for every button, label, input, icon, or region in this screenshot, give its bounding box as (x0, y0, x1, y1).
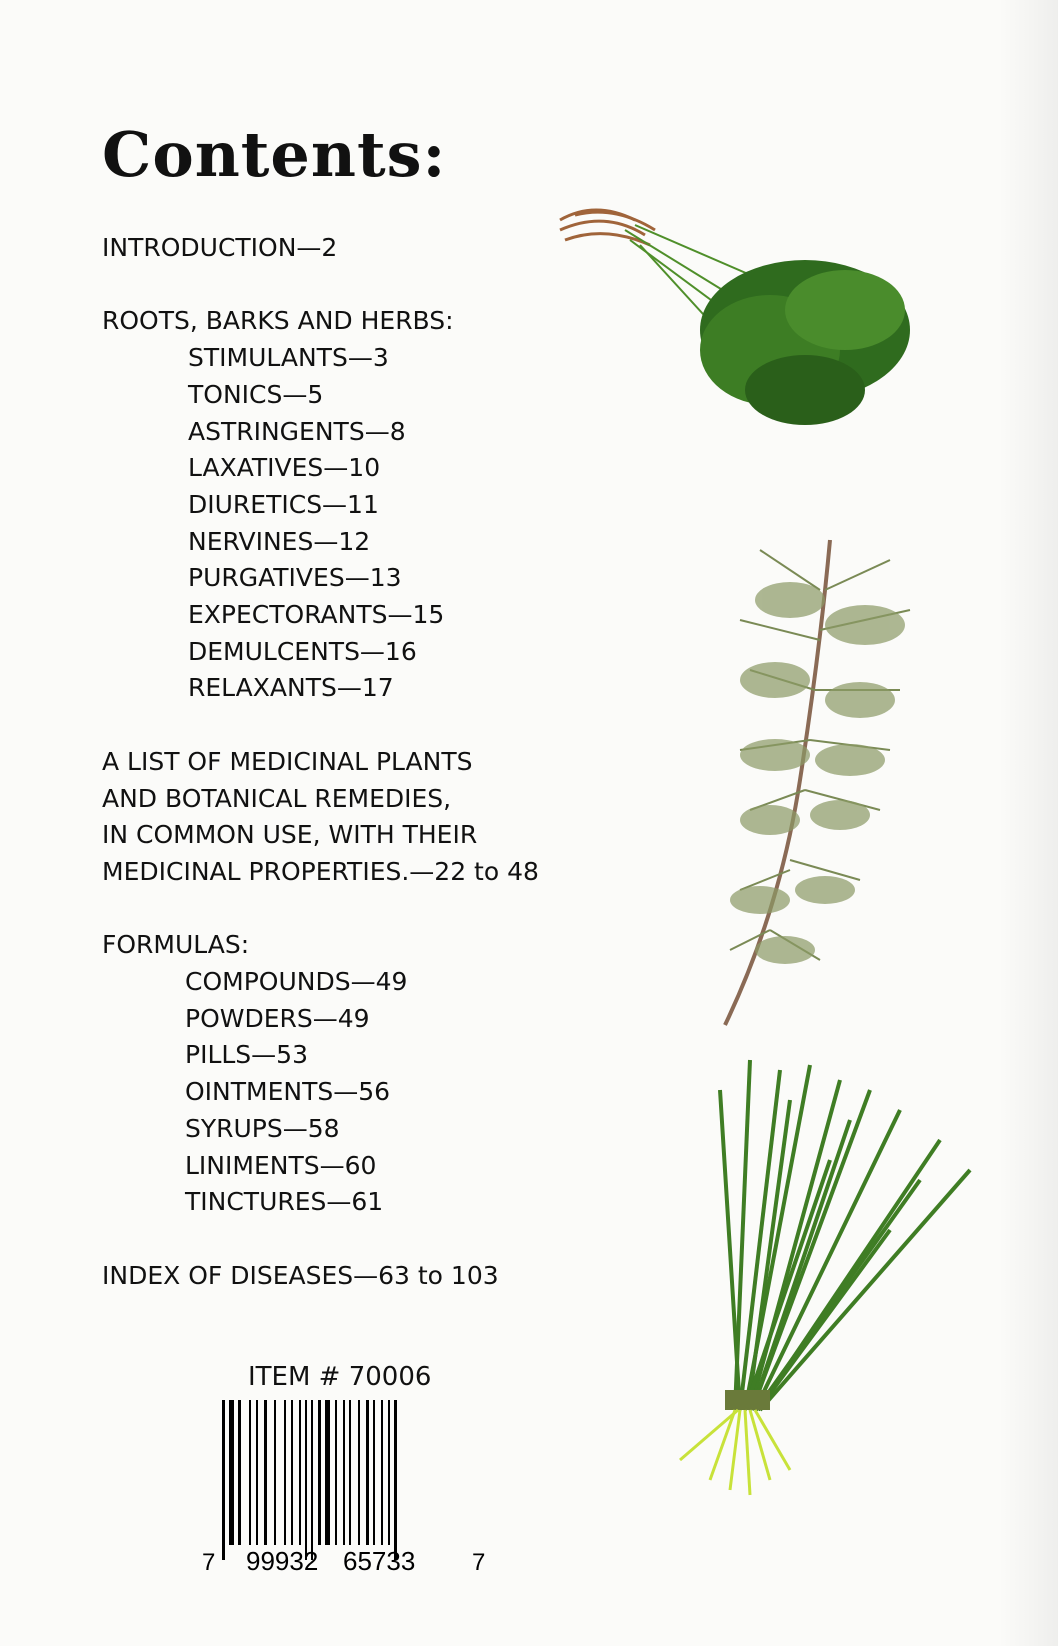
toc-item: LAXATIVES—10 (188, 453, 381, 483)
barcode-bar (284, 1400, 286, 1545)
barcode-bar (318, 1400, 321, 1545)
toc-item: LINIMENTS—60 (185, 1150, 377, 1180)
barcode-bar (311, 1400, 313, 1560)
barcode-bar (264, 1400, 267, 1545)
toc-roots-heading: ROOTS, BARKS AND HERBS: (102, 306, 454, 336)
barcode-bar (238, 1400, 241, 1545)
toc-index: INDEX OF DISEASES—63 to 103 (102, 1260, 499, 1290)
toc-item: STIMULANTS—3 (188, 343, 389, 373)
toc-introduction: INTRODUCTION—2 (102, 233, 338, 262)
toc-item: OINTMENTS—56 (185, 1077, 391, 1107)
page-shadow (998, 0, 1058, 1646)
toc-item: RELAXANTS—17 (188, 673, 394, 703)
toc-item: DIURETICS—11 (188, 489, 379, 519)
toc-item: POWDERS—49 (185, 1003, 370, 1033)
barcode-bar (388, 1400, 390, 1545)
toc-item: TINCTURES—61 (185, 1187, 384, 1217)
barcode-bar (335, 1400, 337, 1545)
chives-bundle-image (640, 1050, 1000, 1510)
toc-item: COMPOUNDS—49 (185, 967, 408, 997)
barcode-group-2: 65733 (343, 1546, 416, 1575)
toc-item: EXPECTORANTS—15 (188, 600, 445, 630)
barcode-group-1: 99932 (246, 1546, 319, 1575)
toc-item: NERVINES—12 (188, 526, 371, 556)
barcode-bar (373, 1400, 375, 1545)
barcode-bar (381, 1400, 383, 1545)
barcode-bar (229, 1400, 234, 1545)
barcode-bar (299, 1400, 301, 1545)
barcode-bar (305, 1400, 307, 1560)
barcode-bar (394, 1400, 397, 1560)
toc-item: PILLS—53 (185, 1040, 308, 1070)
toc-list-line: AND BOTANICAL REMEDIES, (102, 783, 452, 813)
barcode-bar (222, 1400, 225, 1560)
barcode-digit-right: 7 (472, 1549, 486, 1575)
barcode-bar (274, 1400, 276, 1545)
toc-item: PURGATIVES—13 (188, 563, 402, 593)
barcode-bar (256, 1400, 258, 1545)
barcode-bar (343, 1400, 345, 1545)
barcode-bars (222, 1400, 397, 1560)
herb-with-roots-image (555, 200, 955, 470)
toc-item: DEMULCENTS—16 (188, 636, 417, 666)
toc-item: TONICS—5 (188, 379, 324, 409)
barcode-bar (249, 1400, 251, 1545)
toc-list-line: MEDICINAL PROPERTIES.—22 to 48 (102, 856, 539, 886)
dried-herb-sprig-image (720, 530, 940, 1030)
barcode-bar (366, 1400, 369, 1545)
toc-item: ASTRINGENTS—8 (188, 416, 406, 446)
barcode-bar (349, 1400, 351, 1545)
table-of-contents (102, 230, 539, 1294)
item-number: ITEM # 70006 (248, 1362, 432, 1392)
toc-list-line: IN COMMON USE, WITH THEIR (102, 820, 478, 850)
barcode-bar (291, 1400, 293, 1545)
page-title: Contents: (102, 118, 447, 191)
barcode-bar (358, 1400, 360, 1545)
barcode-bar (325, 1400, 330, 1545)
barcode-digit-left: 7 (202, 1549, 216, 1575)
toc-item: SYRUPS—58 (185, 1113, 340, 1143)
toc-list-line: A LIST OF MEDICINAL PLANTS (102, 746, 473, 776)
toc-formulas-heading: FORMULAS: (102, 930, 250, 960)
barcode (200, 1400, 490, 1575)
